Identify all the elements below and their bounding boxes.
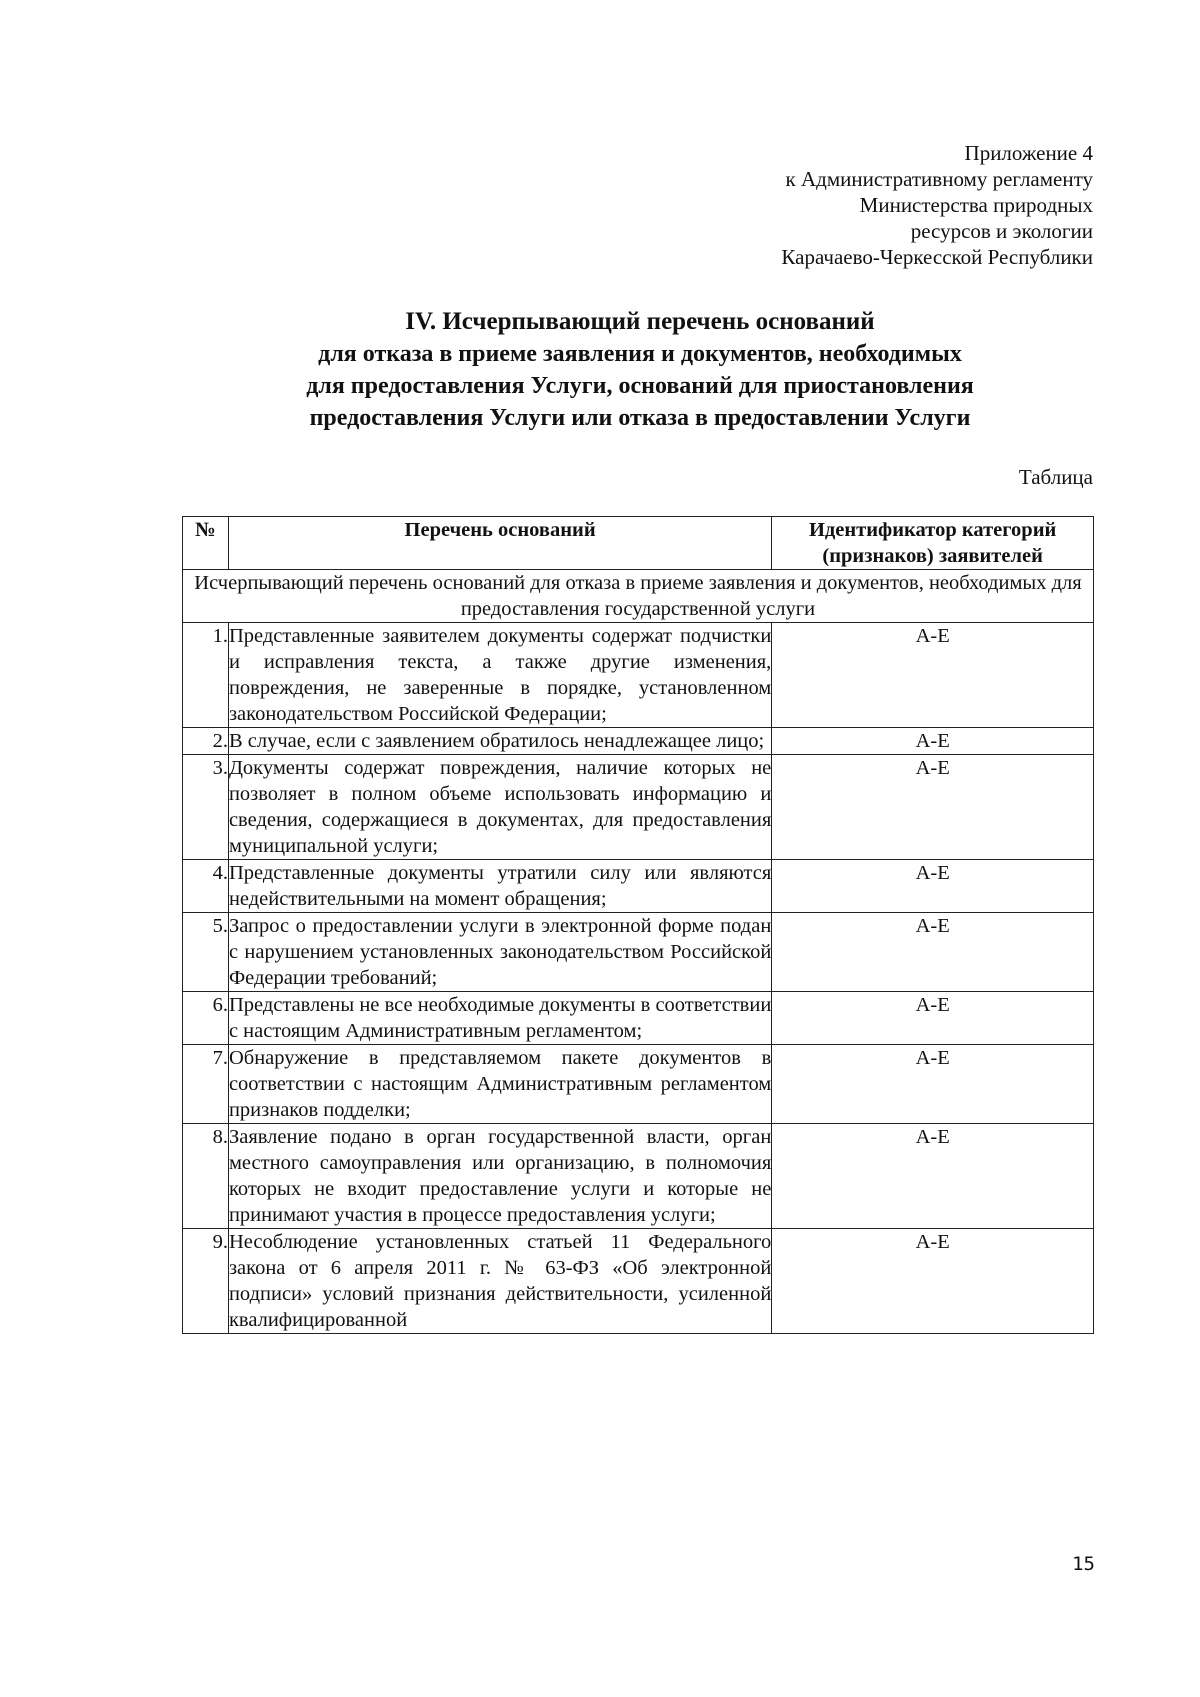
appendix-line: Приложение 4 <box>964 141 1093 165</box>
row-text: Обнаружение в представляемом пакете документов в соответствии с настоящим Административным регламентом признаков подделки; <box>228 1045 771 1124</box>
header-grounds: Перечень оснований <box>228 517 771 570</box>
appendix-line: ресурсов и экологии <box>910 219 1093 243</box>
table-row <box>183 860 1094 913</box>
table-row <box>183 1045 1094 1124</box>
appendix-line: Министерства природных <box>859 193 1093 217</box>
table-row <box>183 728 1094 755</box>
page-number: 15 <box>1072 1553 1095 1575</box>
row-number: 2. <box>183 728 229 755</box>
row-identifier: А-Е <box>772 755 1094 860</box>
table-row <box>183 992 1094 1045</box>
grounds-table <box>182 516 1094 1334</box>
heading-line: IV. Исчерпывающий перечень оснований <box>405 308 875 335</box>
row-identifier: А-Е <box>772 860 1094 913</box>
section-row <box>183 570 1094 623</box>
row-number: 7. <box>183 1045 229 1124</box>
row-identifier: А-Е <box>772 623 1094 728</box>
appendix-line: к Административному регламенту <box>785 167 1093 191</box>
section-heading <box>180 306 1100 434</box>
row-text: Представленные документы утратили силу или являются недействительными на момент обращения; <box>228 860 771 913</box>
appendix-block <box>600 140 1093 270</box>
table-row <box>183 623 1094 728</box>
row-number: 8. <box>183 1124 229 1229</box>
table-caption: Таблица <box>1018 465 1093 489</box>
row-identifier: А-Е <box>772 1229 1094 1334</box>
heading-line: для отказа в приеме заявления и документов, необходимых <box>318 341 962 367</box>
row-number: 5. <box>183 913 229 992</box>
row-number: 9. <box>183 1229 229 1334</box>
row-text: Представлены не все необходимые документы в соответствии с настоящим Административным регламентом; <box>228 992 771 1045</box>
row-text: Заявление подано в орган государственной власти, орган местного самоуправления или организацию, в полномочия которых не входит предоставление услуги и которые не принимают участия в процессе предоставления услуги; <box>228 1124 771 1229</box>
row-text: Представленные заявителем документы содержат подчистки и исправления текста, а также другие изменения, повреждения, не заверенные в порядке, установленном законодательством Российской Федерации; <box>228 623 771 728</box>
header-number: № <box>183 517 229 570</box>
row-number: 6. <box>183 992 229 1045</box>
header-identifier: Идентификатор категорий (признаков) заявителей <box>772 517 1094 570</box>
row-number: 1. <box>183 623 229 728</box>
row-number: 3. <box>183 755 229 860</box>
heading-line: предоставления Услуги или отказа в предоставлении Услуги <box>309 405 971 431</box>
row-text: Документы содержат повреждения, наличие которых не позволяет в полном объеме использовать информацию и сведения, содержащиеся в документах, для предоставления муниципальной услуги; <box>228 755 771 860</box>
row-text: Несоблюдение установленных статьей 11 Федерального закона от 6 апреля 2011 г. № 63-ФЗ «Об электронной подписи» условий признания действительности, усиленной квалифицированной <box>228 1229 771 1334</box>
heading-line: для предоставления Услуги, оснований для приостановления <box>306 373 974 399</box>
section-title: Исчерпывающий перечень оснований для отказа в приеме заявления и документов, необходимых для предоставления государственной услуги <box>183 570 1094 623</box>
table-row <box>183 1124 1094 1229</box>
row-number: 4. <box>183 860 229 913</box>
row-text: Запрос о предоставлении услуги в электронной форме подан с нарушением установленных законодательством Российской Федерации требований; <box>228 913 771 992</box>
row-identifier: А-Е <box>772 992 1094 1045</box>
appendix-line: Карачаево-Черкесской Республики <box>781 245 1093 269</box>
row-identifier: А-Е <box>772 728 1094 755</box>
table-row <box>183 755 1094 860</box>
row-identifier: А-Е <box>772 1045 1094 1124</box>
row-identifier: А-Е <box>772 1124 1094 1229</box>
row-identifier: А-Е <box>772 913 1094 992</box>
table-header-row <box>183 517 1094 570</box>
table-row <box>183 913 1094 992</box>
row-text: В случае, если с заявлением обратилось ненадлежащее лицо; <box>228 728 771 755</box>
table-row <box>183 1229 1094 1334</box>
